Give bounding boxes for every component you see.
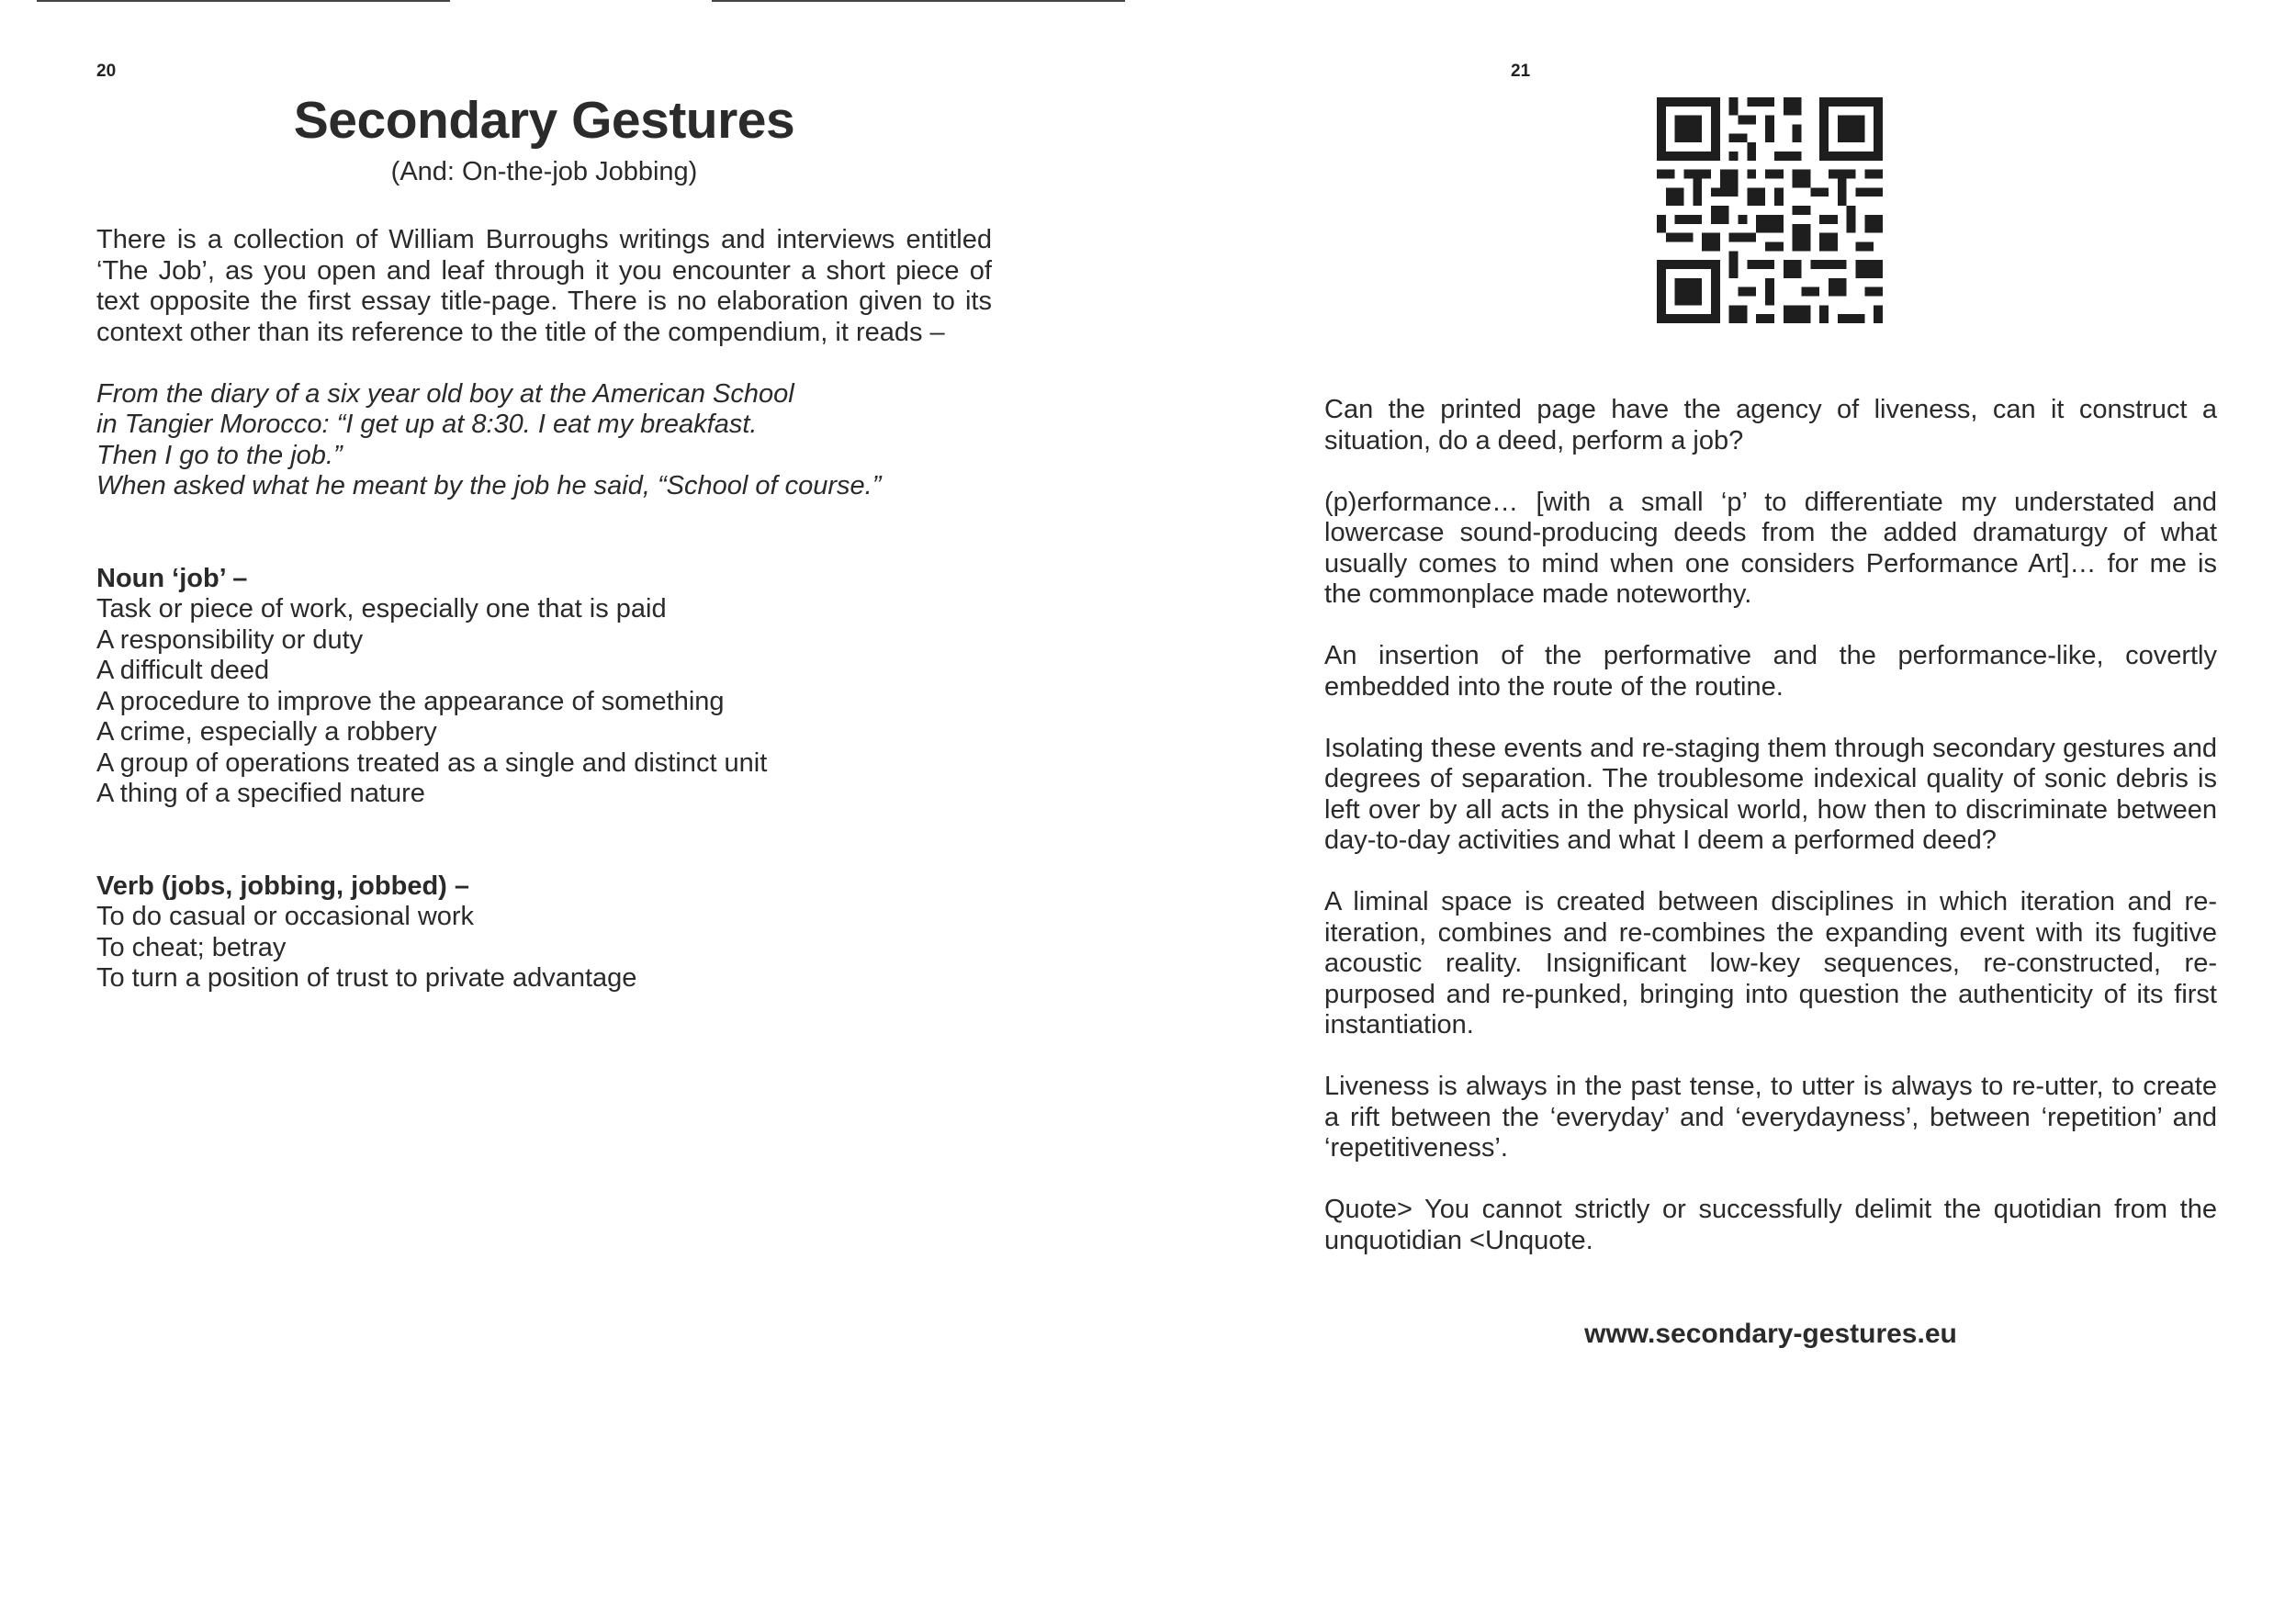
definition-item: To turn a position of trust to private advantage [96,963,637,993]
definition-item: A difficult deed [96,656,270,685]
definition-item: To cheat; betray [96,932,287,962]
top-rule-middle [712,0,1125,2]
right-page-text [1324,395,2217,1256]
definition-item: A crime, especially a robbery [96,717,437,747]
page-number-right: 21 [1511,62,1531,81]
definition-item: A responsibility or duty [96,624,364,655]
verb-definitions [96,902,992,994]
noun-heading: Noun ‘job’ – [96,563,248,593]
left-page [96,87,992,994]
quote-line: From the diary of a six year old boy at the American School [96,378,794,409]
quote-line: Then I go to the job.” [96,440,343,470]
definition-item: Task or piece of work, especially one that is paid [96,594,667,624]
quote-line: When asked what he meant by the job he said, “School of course.” [96,471,882,500]
qr-code-icon[interactable] [1657,97,1883,323]
body-paragraph: Isolating these events and re-staging them through secondary gestures and degrees of separation. The troublesome indexical quality of sonic debris is left over by all acts in the physical world, how then to discriminate between day-to-day activities and what I deem a performed deed? [1324,733,2217,855]
body-paragraph: Can the printed page have the agency of liveness, can it construct a situation, do a deed, perform a job? [1324,395,2217,455]
intro-paragraph: There is a collection of William Burroughs writings and interviews entitled ‘The Job’, as you open and leaf through it you encounter a short piece of text opposite the first essay title-page. There is no elaboration given to its context other than its reference to the title of the compendium, it reads – [96,225,992,347]
body-paragraph: (p)erformance… [with a small ‘p’ to differentiate my understated and lowercase sound-producing deeds from the added dramaturgy of what usually comes to mind when one considers Performance Art]… for me is the commonplace made noteworthy. [1324,487,2217,609]
body-paragraph: Liveness is always in the past tense, to utter is always to re-utter, to create a rift between the ‘everyday’ and ‘everydayness’, between ‘repetition’ and ‘repetitiveness’. [1324,1072,2217,1163]
body-paragraph: A liminal space is created between disciplines in which iteration and re-iteration, combines and re-combines the expanding event with its fugitive acoustic reality. Insignificant low-key sequences, re-constructed, re-purposed and re-punked, bringing into question the authenticity of its first instantiation. [1324,887,2217,1039]
top-rule-left [37,0,450,2]
page-title: Secondary Gestures [293,91,795,150]
page-number-left: 20 [96,62,117,81]
definition-item: A procedure to improve the appearance of something [96,686,725,716]
definition-item: A thing of a specified nature [96,779,425,808]
body-paragraph: An insertion of the performative and the performance-like, covertly embedded into the route of the routine. [1324,641,2217,702]
diary-quote [96,379,992,502]
noun-definitions [96,594,992,810]
definition-item: To do casual or occasional work [96,902,475,931]
definition-item: A group of operations treated as a single and distinct unit [96,747,768,778]
verb-heading: Verb (jobs, jobbing, jobbed) – [96,871,469,901]
quote-line: in Tangier Morocco: “I get up at 8:30. I eat my breakfast. [96,410,758,439]
body-paragraph: Quote> You cannot strictly or successfully delimit the quotidian from the unquotidian <Unquote. [1324,1195,2217,1255]
page-subtitle: (And: On-the-job Jobbing) [390,157,698,186]
website-link[interactable]: www.secondary-gestures.eu [1584,1319,1957,1349]
